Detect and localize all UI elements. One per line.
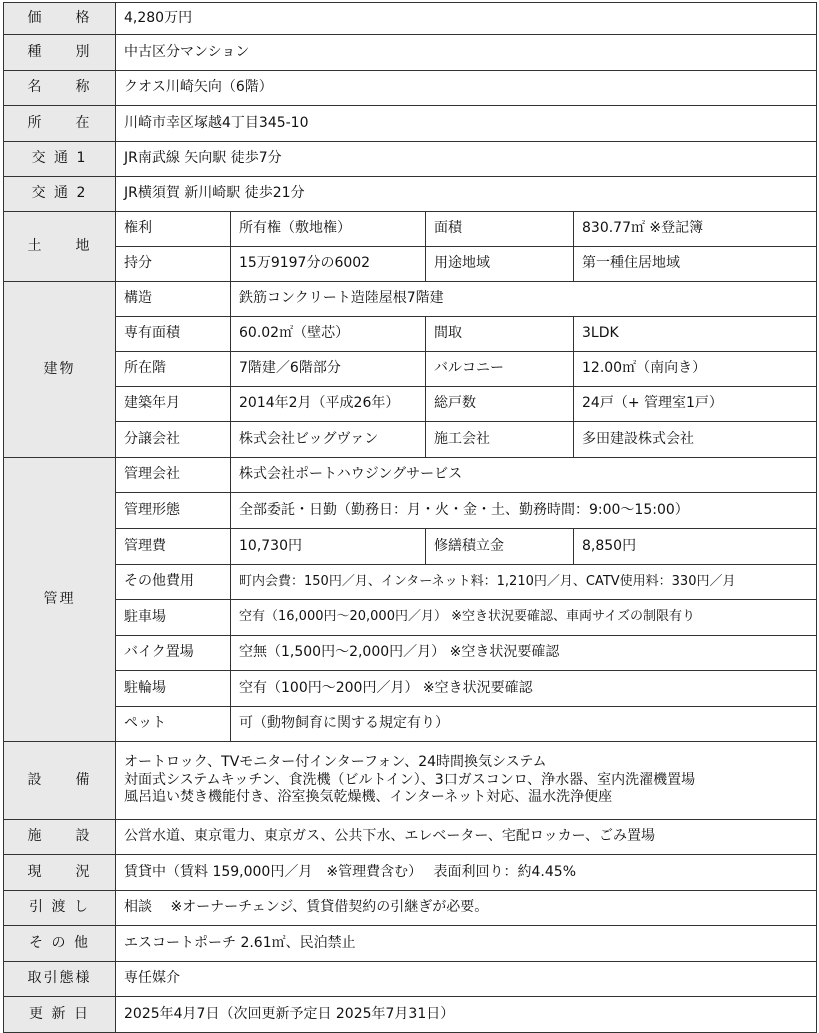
access1-label: 交 通 1: [4, 142, 116, 177]
land-label: 土 地: [4, 212, 116, 282]
management-other-label: その他費用: [116, 565, 231, 600]
row-price: [4, 3, 817, 35]
management-pet-value: 可（動物飼育に関する規定有り）: [231, 707, 817, 742]
status-label: 現 況: [4, 855, 116, 891]
management-company-label: 管理会社: [116, 458, 231, 493]
handover-value: 相談 ※オーナーチェンジ、賃貸借契約の引継ぎが必要。: [116, 891, 817, 926]
land-zoning-label: 用途地域: [426, 247, 574, 282]
land-area-label: 面積: [426, 212, 574, 247]
management-bike-value: 空無（1,500円～2,000円／月） ※空き状況要確認: [231, 636, 817, 671]
building-floor-label: 所在階: [116, 352, 231, 387]
building-built-label: 建築年月: [116, 387, 231, 422]
management-fee-label: 管理費: [116, 529, 231, 565]
facilities-label: 施 設: [4, 820, 116, 855]
row-name: [4, 71, 817, 106]
building-floor-value: 7階建／6階部分: [231, 352, 426, 387]
access1-value: JR南武線 矢向駅 徒歩7分: [116, 142, 817, 177]
building-builder-value: 多田建設株式会社: [574, 422, 817, 458]
management-bicycle-value: 空有（100円～200円／月） ※空き状況要確認: [231, 671, 817, 707]
building-exclusive-area-label: 専有面積: [116, 317, 231, 352]
row-building-5: [4, 422, 817, 458]
address-value: 川崎市幸区塚越4丁目345-10: [116, 106, 817, 142]
building-seller-value: 株式会社ビッグヴァン: [231, 422, 426, 458]
equipment-value: [116, 742, 817, 820]
row-transaction: [4, 962, 817, 997]
building-label: 建物: [4, 282, 116, 458]
building-exclusive-area-value: 60.02㎡（壁芯）: [231, 317, 426, 352]
row-management-4: [4, 565, 817, 600]
management-repair-label: 修繕積立金: [426, 529, 574, 565]
transaction-value: 専任媒介: [116, 962, 817, 997]
updated-value: 2025年4月7日（次回更新予定日 2025年7月31日）: [116, 997, 817, 1033]
row-building-3: [4, 352, 817, 387]
row-others: [4, 926, 817, 962]
building-structure-label: 構造: [116, 282, 231, 317]
building-layout-label: 間取: [426, 317, 574, 352]
building-built-value: 2014年2月（平成26年）: [231, 387, 426, 422]
equipment-line-1: オートロック、TVモニター付インターフォン、24時間換気システム: [124, 754, 547, 771]
land-share-value: 15万9197分の6002: [231, 247, 426, 282]
equipment-line-3: 風呂追い焚き機能付き、浴室換気乾燥機、インターネット対応、温水洗浄便座: [124, 789, 613, 806]
row-management-1: [4, 458, 817, 493]
building-balcony-label: バルコニー: [426, 352, 574, 387]
row-address: [4, 106, 817, 142]
row-facilities: [4, 820, 817, 855]
land-area-value: 830.77㎡ ※登記簿: [574, 212, 817, 247]
building-units-value: 24戸（+ 管理室1戸）: [574, 387, 817, 422]
land-share-label: 持分: [116, 247, 231, 282]
price-label: 価 格: [4, 3, 116, 35]
building-units-label: 総戸数: [426, 387, 574, 422]
management-label: 管理: [4, 458, 116, 742]
address-label: 所 在: [4, 106, 116, 142]
land-right-label: 権利: [116, 212, 231, 247]
building-balcony-value: 12.00㎡（南向き）: [574, 352, 817, 387]
management-form-label: 管理形態: [116, 493, 231, 529]
row-land-2: [4, 247, 817, 282]
management-fee-value: 10,730円: [231, 529, 426, 565]
management-repair-value: 8,850円: [574, 529, 817, 565]
row-building-4: [4, 387, 817, 422]
property-spec-table: [3, 2, 817, 1033]
row-building-1: [4, 282, 817, 317]
price-value: 4,280万円: [116, 3, 817, 35]
building-layout-value: 3LDK: [574, 317, 817, 352]
row-management-3: [4, 529, 817, 565]
row-building-2: [4, 317, 817, 352]
management-parking-value: 空有（16,000円～20,000円／月） ※空き状況要確認、車両サイズの制限有り: [231, 600, 817, 636]
handover-label: 引 渡 し: [4, 891, 116, 926]
type-value: 中古区分マンション: [116, 35, 817, 71]
management-other-value: 町内会費：150円／月、インターネット料：1,210円／月、CATV使用料：330円／月: [231, 565, 817, 600]
management-pet-label: ペット: [116, 707, 231, 742]
updated-label: 更 新 日: [4, 997, 116, 1033]
row-management-5: [4, 600, 817, 636]
row-access2: [4, 177, 817, 212]
equipment-label: 設 備: [4, 742, 116, 820]
row-management-2: [4, 493, 817, 529]
land-zoning-value: 第一種住居地域: [574, 247, 817, 282]
transaction-label: 取引態様: [4, 962, 116, 997]
management-parking-label: 駐車場: [116, 600, 231, 636]
others-value: エスコートポーチ 2.61㎡、民泊禁止: [116, 926, 817, 962]
equipment-line-2: 対面式システムキッチン、食洗機（ビルトイン）、3口ガスコンロ、浄水器、室内洗濯機置場: [124, 771, 696, 788]
building-structure-value: 鉄筋コンクリート造陸屋根7階建: [231, 282, 817, 317]
management-company-value: 株式会社ポートハウジングサービス: [231, 458, 817, 493]
name-value: クオス川崎矢向（6階）: [116, 71, 817, 106]
row-land-1: [4, 212, 817, 247]
row-updated: [4, 997, 817, 1033]
row-management-8: [4, 707, 817, 742]
status-value: 賃貸中（賃料 159,000円／月 ※管理費含む） 表面利回り：約4.45%: [116, 855, 817, 891]
row-management-7: [4, 671, 817, 707]
row-type: [4, 35, 817, 71]
management-bicycle-label: 駐輪場: [116, 671, 231, 707]
row-equipment: [4, 742, 817, 820]
type-label: 種 別: [4, 35, 116, 71]
others-label: そ の 他: [4, 926, 116, 962]
access2-label: 交 通 2: [4, 177, 116, 212]
land-right-value: 所有権（敷地権）: [231, 212, 426, 247]
building-seller-label: 分譲会社: [116, 422, 231, 458]
access2-value: JR横須賀 新川崎駅 徒歩21分: [116, 177, 817, 212]
row-status: [4, 855, 817, 891]
row-access1: [4, 142, 817, 177]
name-label: 名 称: [4, 71, 116, 106]
facilities-value: 公営水道、東京電力、東京ガス、公共下水、エレベーター、宅配ロッカー、ごみ置場: [116, 820, 817, 855]
management-bike-label: バイク置場: [116, 636, 231, 671]
building-builder-label: 施工会社: [426, 422, 574, 458]
row-management-6: [4, 636, 817, 671]
row-handover: [4, 891, 817, 926]
management-form-value: 全部委託・日勤（勤務日：月・火・金・土、勤務時間：9:00～15:00）: [231, 493, 817, 529]
